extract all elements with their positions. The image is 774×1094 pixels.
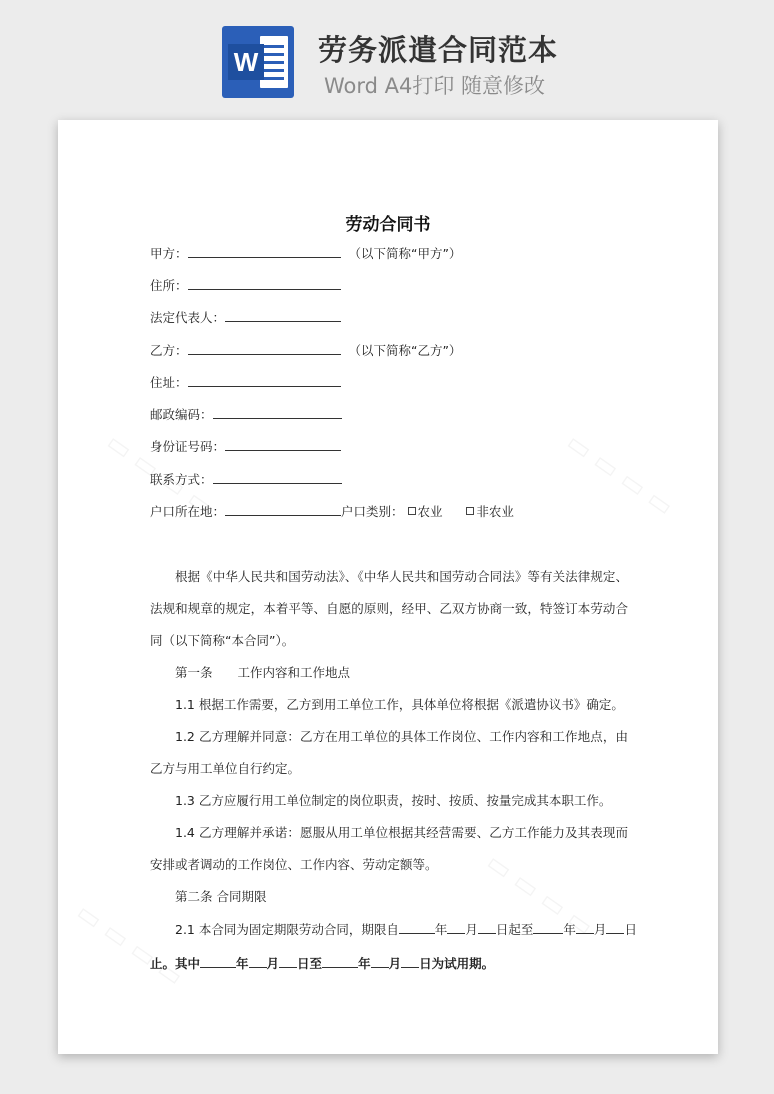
party-b-suffix: （以下简称“乙方”） [348, 343, 462, 358]
probation-end-month-blank[interactable] [371, 954, 389, 968]
month-label: 月 [266, 956, 280, 971]
article-2-heading: 第二条 合同期限 [175, 889, 267, 904]
year-label: 年 [563, 922, 576, 937]
probation-start-day-blank[interactable] [279, 954, 297, 968]
word-document-icon [222, 26, 294, 98]
residence-blank[interactable] [188, 276, 341, 290]
contact-blank[interactable] [213, 470, 342, 484]
article-1-heading: 第一条 工作内容和工作地点 [175, 665, 351, 680]
postal-label: 邮政编码： [150, 407, 213, 422]
word-badge: W [228, 44, 264, 80]
party-a-blank[interactable] [188, 244, 341, 258]
year-label: 年 [434, 922, 448, 937]
end-month-blank[interactable] [576, 920, 594, 934]
month-label: 月 [593, 922, 607, 937]
banner-title: 劳务派遣合同范本 [318, 33, 559, 67]
end-year-blank[interactable] [533, 920, 563, 934]
probation-end-year-blank[interactable] [322, 954, 358, 968]
address-row [150, 373, 341, 392]
postal-row [150, 405, 342, 424]
from-label: 日起至 [495, 922, 534, 937]
clause-2-1-line-2-start: 止。其中 [150, 956, 201, 971]
hukou-location-label: 户口所在地： [150, 504, 226, 519]
month-label: 月 [465, 922, 478, 937]
page-lines-icon [260, 36, 288, 88]
legal-rep-row [150, 308, 341, 327]
banner-subtitle: Word A4打印 随意修改 [324, 74, 546, 98]
start-month-blank[interactable] [447, 920, 465, 934]
contact-label: 联系方式： [150, 472, 213, 487]
clause-1-3: 1.3 乙方应履行用工单位制定的岗位职责，按时、按质、按量完成其本职工作。 [175, 793, 612, 808]
probation-label: 日为试用期。 [419, 956, 495, 971]
party-b-row [150, 341, 461, 360]
hukou-location-blank[interactable] [225, 502, 341, 516]
clause-2-1-text: 2.1 本合同为固定期限劳动合同，期限自 [175, 922, 399, 937]
year-label: 年 [236, 956, 249, 971]
hukou-type-label: 户口类别： [341, 504, 404, 519]
party-b-blank[interactable] [188, 341, 341, 355]
clause-1-2: 1.2 乙方理解并同意：乙方在用工单位的具体工作岗位、工作内容和工作地点，由乙方与用工单位自行约定。 [150, 729, 628, 776]
checkbox-agricultural[interactable] [408, 507, 416, 515]
legal-rep-blank[interactable] [225, 308, 341, 322]
year-label: 年 [358, 956, 371, 971]
clause-2-1-line-2 [150, 954, 494, 973]
start-day-blank[interactable] [478, 920, 496, 934]
clause-1-1: 1.1 根据工作需要，乙方到用工单位工作，具体单位将根据《派遣协议书》确定。 [175, 697, 624, 712]
hukou-row [150, 502, 514, 521]
party-a-suffix: （以下简称“甲方”） [348, 246, 462, 261]
address-blank[interactable] [188, 373, 341, 387]
probation-end-day-blank[interactable] [401, 954, 419, 968]
hukou-option-non-agricultural: 非农业 [476, 504, 514, 519]
checkbox-non-agricultural[interactable] [466, 507, 474, 515]
to-label: 日至 [297, 956, 323, 971]
end-day-blank[interactable] [606, 920, 624, 934]
probation-start-year-blank[interactable] [200, 954, 236, 968]
watermark [561, 427, 679, 522]
residence-label: 住所： [150, 278, 188, 293]
party-b-label: 乙方： [150, 343, 188, 358]
id-blank[interactable] [225, 437, 341, 451]
legal-rep-label: 法定代表人： [150, 310, 226, 325]
postal-blank[interactable] [213, 405, 342, 419]
day-label: 日 [624, 922, 637, 937]
probation-start-month-blank[interactable] [249, 954, 267, 968]
clause-2-1-line-1 [175, 920, 637, 939]
party-a-label: 甲方： [150, 246, 188, 261]
document-page [58, 120, 718, 1054]
id-row [150, 437, 341, 456]
contact-row [150, 470, 342, 489]
month-label: 月 [388, 956, 402, 971]
banner [0, 0, 774, 110]
id-label: 身份证号码： [150, 439, 226, 454]
document-title: 劳动合同书 [345, 215, 431, 235]
hukou-option-agricultural: 农业 [417, 504, 443, 519]
start-year-blank[interactable] [399, 920, 435, 934]
clause-1-4: 1.4 乙方理解并承诺：愿服从用工单位根据其经营需要、乙方工作能力及其表现而安排或者调动的工作岗位、工作内容、劳动定额等。 [150, 825, 628, 872]
party-a-row [150, 244, 461, 263]
intro-paragraph: 根据《中华人民共和国劳动法》、《中华人民共和国劳动合同法》等有关法律规定、法规和规章的规定，本着平等、自愿的原则，经甲、乙双方协商一致，特签订本劳动合同（以下简称“本合同”）。 [150, 569, 628, 648]
residence-row [150, 276, 341, 295]
address-label: 住址： [150, 375, 188, 390]
